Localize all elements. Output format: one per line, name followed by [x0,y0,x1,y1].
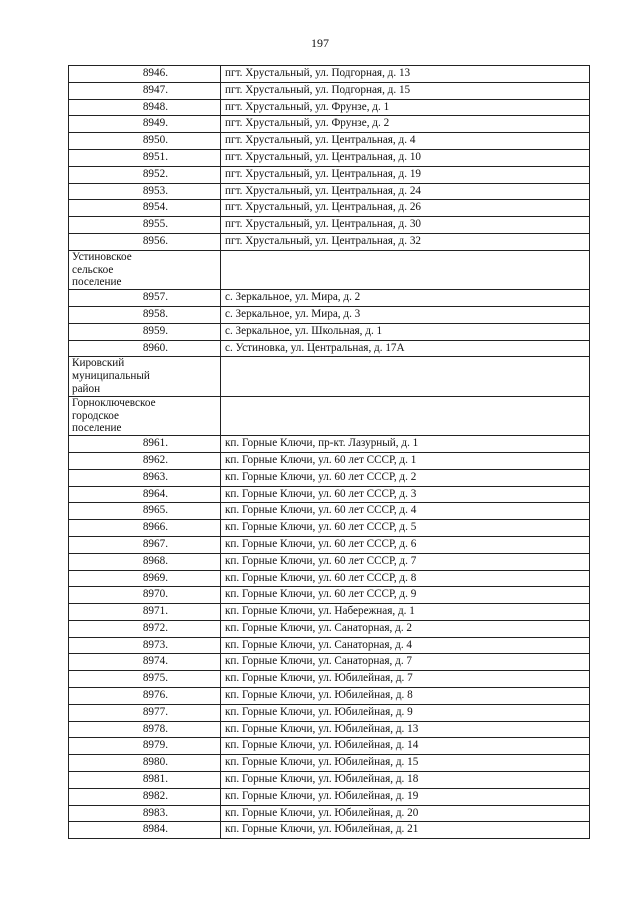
row-number: 8965. [69,503,221,520]
row-address: пгт. Хрустальный, ул. Подгорная, д. 15 [221,82,590,99]
row-address: кп. Горные Ключи, ул. Юбилейная, д. 8 [221,688,590,705]
row-number: 8982. [69,788,221,805]
row-address: кп. Горные Ключи, ул. Юбилейная, д. 9 [221,704,590,721]
row-number: 8948. [69,99,221,116]
row-address: кп. Горные Ключи, ул. Юбилейная, д. 15 [221,755,590,772]
page-number: 197 [311,36,329,50]
section-header-row [69,396,590,435]
section-empty-cell [221,396,590,435]
row-number: 8949. [69,116,221,133]
row-number: 8979. [69,738,221,755]
row-number: 8964. [69,486,221,503]
table-row [69,66,590,83]
row-address: кп. Горные Ключи, ул. 60 лет СССР, д. 9 [221,587,590,604]
section-title-line: сельское [72,263,114,276]
row-number: 8978. [69,721,221,738]
row-address: пгт. Хрустальный, ул. Центральная, д. 30 [221,217,590,234]
section-title [69,396,221,435]
row-address: кп. Горные Ключи, ул. Юбилейная, д. 18 [221,772,590,789]
table-row [69,536,590,553]
row-number: 8953. [69,183,221,200]
row-number: 8971. [69,604,221,621]
row-number: 8962. [69,452,221,469]
row-number: 8973. [69,637,221,654]
table-row [69,166,590,183]
row-address: кп. Горные Ключи, ул. 60 лет СССР, д. 5 [221,520,590,537]
row-number: 8972. [69,620,221,637]
row-address: кп. Горные Ключи, ул. Юбилейная, д. 19 [221,788,590,805]
table-row [69,183,590,200]
table-row [69,323,590,340]
row-address: пгт. Хрустальный, ул. Фрунзе, д. 1 [221,99,590,116]
row-number: 8957. [69,290,221,307]
row-address: пгт. Хрустальный, ул. Фрунзе, д. 2 [221,116,590,133]
row-address: пгт. Хрустальный, ул. Центральная, д. 26 [221,200,590,217]
row-number: 8977. [69,704,221,721]
row-address: пгт. Хрустальный, ул. Центральная, д. 24 [221,183,590,200]
table-row [69,503,590,520]
row-address: с. Зеркальное, ул. Школьная, д. 1 [221,323,590,340]
row-address: кп. Горные Ключи, ул. 60 лет СССР, д. 6 [221,536,590,553]
row-number: 8947. [69,82,221,99]
row-number: 8968. [69,553,221,570]
section-title-line: поселение [72,276,122,289]
row-number: 8970. [69,587,221,604]
section-title-line: Кировский [72,357,125,370]
section-empty-cell [221,357,590,396]
section-title-line: городское [72,409,119,422]
row-address: пгт. Хрустальный, ул. Центральная, д. 4 [221,133,590,150]
table-row [69,133,590,150]
table-row [69,520,590,537]
table-row [69,570,590,587]
row-number: 8946. [69,66,221,83]
row-address: кп. Горные Ключи, ул. Юбилейная, д. 21 [221,822,590,839]
table-row [69,671,590,688]
row-number: 8966. [69,520,221,537]
row-address: кп. Горные Ключи, ул. Санаторная, д. 4 [221,637,590,654]
section-header-row [69,357,590,396]
row-address: кп. Горные Ключи, ул. 60 лет СССР, д. 7 [221,553,590,570]
table-row [69,721,590,738]
section-title [69,357,221,396]
table-row [69,654,590,671]
row-number: 8984. [69,822,221,839]
table-row [69,553,590,570]
section-title-line: поселение [72,422,122,435]
row-address: кп. Горные Ключи, ул. 60 лет СССР, д. 8 [221,570,590,587]
row-number: 8959. [69,323,221,340]
section-title-line: Горноключевское [72,396,156,409]
row-address: пгт. Хрустальный, ул. Подгорная, д. 13 [221,66,590,83]
table-row [69,704,590,721]
table-row [69,306,590,323]
section-title-line: Устиновское [72,250,132,263]
table-row [69,233,590,250]
section-empty-cell [221,250,590,289]
table-row [69,217,590,234]
table-row [69,587,590,604]
table-row [69,469,590,486]
row-number: 8983. [69,805,221,822]
row-number: 8969. [69,570,221,587]
row-address: кп. Горные Ключи, ул. 60 лет СССР, д. 3 [221,486,590,503]
row-number: 8955. [69,217,221,234]
table-row [69,822,590,839]
row-address: кп. Горные Ключи, ул. Юбилейная, д. 7 [221,671,590,688]
row-address: кп. Горные Ключи, ул. 60 лет СССР, д. 4 [221,503,590,520]
row-address: с. Устиновка, ул. Центральная, д. 17А [221,340,590,357]
table-row [69,788,590,805]
row-address: кп. Горные Ключи, ул. Санаторная, д. 7 [221,654,590,671]
row-address: кп. Горные Ключи, ул. Юбилейная, д. 20 [221,805,590,822]
row-number: 8960. [69,340,221,357]
table-row [69,436,590,453]
row-number: 8951. [69,149,221,166]
row-address: пгт. Хрустальный, ул. Центральная, д. 10 [221,149,590,166]
table-row [69,452,590,469]
row-number: 8956. [69,233,221,250]
table-row [69,805,590,822]
address-table-body [69,66,590,839]
table-row [69,116,590,133]
row-address: с. Зеркальное, ул. Мира, д. 2 [221,290,590,307]
row-number: 8974. [69,654,221,671]
table-row [69,340,590,357]
row-number: 8954. [69,200,221,217]
row-address: кп. Горные Ключи, ул. Набережная, д. 1 [221,604,590,621]
row-number: 8975. [69,671,221,688]
table-row [69,200,590,217]
row-address: кп. Горные Ключи, ул. Юбилейная, д. 14 [221,738,590,755]
table-row [69,82,590,99]
row-number: 8952. [69,166,221,183]
row-address: пгт. Хрустальный, ул. Центральная, д. 19 [221,166,590,183]
row-address: кп. Горные Ключи, ул. 60 лет СССР, д. 1 [221,452,590,469]
table-row [69,688,590,705]
section-title-line: район [72,382,101,395]
row-number: 8961. [69,436,221,453]
row-address: кп. Горные Ключи, ул. 60 лет СССР, д. 2 [221,469,590,486]
table-row [69,99,590,116]
row-address: с. Зеркальное, ул. Мира, д. 3 [221,306,590,323]
section-title-line: муниципальный [72,370,150,383]
row-address: кп. Горные Ключи, ул. Санаторная, д. 2 [221,620,590,637]
table-row [69,738,590,755]
table-row [69,637,590,654]
row-address: кп. Горные Ключи, пр-кт. Лазурный, д. 1 [221,436,590,453]
address-table [68,65,590,839]
table-row [69,772,590,789]
row-number: 8958. [69,306,221,323]
table-row [69,755,590,772]
table-row [69,149,590,166]
row-number: 8976. [69,688,221,705]
table-row [69,486,590,503]
row-number: 8967. [69,536,221,553]
row-number: 8950. [69,133,221,150]
table-row [69,620,590,637]
table-row [69,604,590,621]
section-title [69,250,221,289]
row-number: 8963. [69,469,221,486]
row-address: кп. Горные Ключи, ул. Юбилейная, д. 13 [221,721,590,738]
row-number: 8980. [69,755,221,772]
table-row [69,290,590,307]
row-number: 8981. [69,772,221,789]
section-header-row [69,250,590,289]
row-address: пгт. Хрустальный, ул. Центральная, д. 32 [221,233,590,250]
